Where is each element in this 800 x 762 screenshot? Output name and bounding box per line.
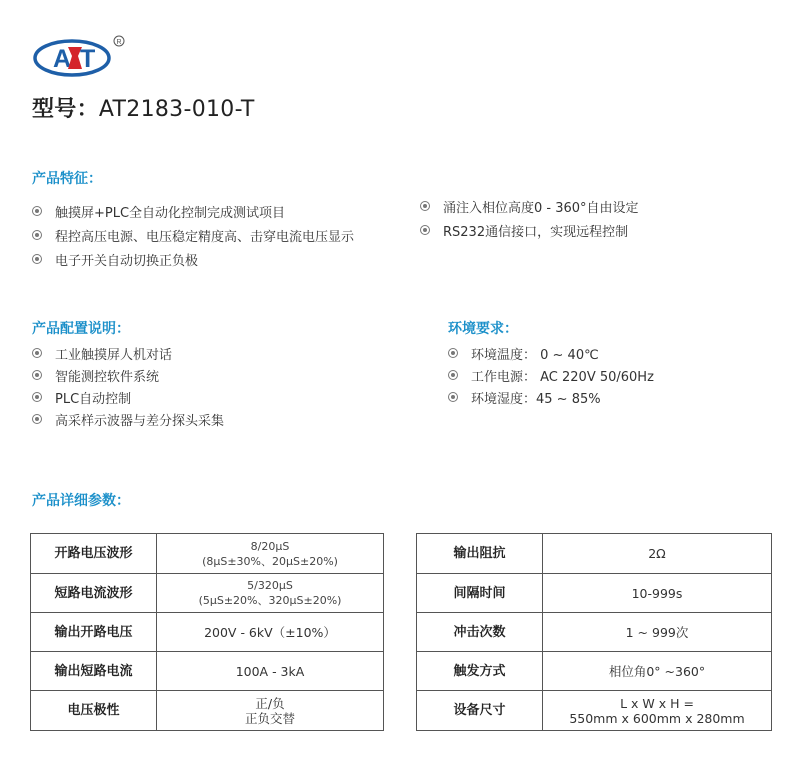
table-row: [31, 534, 384, 574]
param-key: 电压极性: [31, 691, 157, 731]
param-value: 2Ω: [543, 534, 772, 574]
param-value: L x W x H = 550mm x 600mm x 280mm: [543, 691, 772, 731]
param-value: 相位角0° ~360°: [543, 652, 772, 691]
list-item: 工业触摸屏人机对话: [32, 342, 224, 364]
circle-bullet-icon: [448, 370, 458, 380]
params-title: 产品详细参数：: [32, 493, 130, 509]
param-key: 冲击次数: [417, 613, 543, 652]
circle-bullet-icon: [32, 254, 42, 264]
param-key: 输出阻抗: [417, 534, 543, 574]
circle-bullet-icon: [32, 414, 42, 424]
config-title: 产品配置说明：: [32, 321, 130, 337]
env-title: 环境要求：: [448, 321, 518, 337]
param-key: 输出短路电流: [31, 652, 157, 691]
brand-logo: [32, 34, 128, 78]
circle-bullet-icon: [32, 206, 42, 216]
list-item: PLC自动控制: [32, 386, 224, 408]
param-key: 开路电压波形: [31, 534, 157, 574]
config-list: [32, 342, 224, 430]
features-title: 产品特征：: [32, 171, 102, 187]
circle-bullet-icon: [420, 201, 430, 211]
list-item: 电子开关自动切换正负极: [32, 248, 354, 270]
param-key: 短路电流波形: [31, 574, 157, 613]
param-value: 10-999s: [543, 574, 772, 613]
table-row: [31, 691, 384, 731]
table-row: [417, 534, 772, 574]
circle-bullet-icon: [448, 392, 458, 402]
table-row: [31, 613, 384, 652]
param-key: 设备尺寸: [417, 691, 543, 731]
page-title: [32, 92, 255, 123]
param-key: 触发方式: [417, 652, 543, 691]
env-list: [448, 342, 654, 408]
table-row: [417, 574, 772, 613]
param-value: 正/负 正负交替: [157, 691, 384, 731]
circle-bullet-icon: [420, 225, 430, 235]
list-item: 高采样示波器与差分探头采集: [32, 408, 224, 430]
circle-bullet-icon: [32, 230, 42, 240]
params-table-left: [30, 533, 384, 731]
table-row: [417, 613, 772, 652]
circle-bullet-icon: [32, 392, 42, 402]
param-value: 5/320µS (5µS±20%、320µS±20%): [157, 574, 384, 613]
list-item: 环境湿度：45 ~ 85%: [448, 386, 654, 408]
param-value: 100A - 3kA: [157, 652, 384, 691]
param-value: 8/20µS (8µS±30%、20µS±20%): [157, 534, 384, 574]
svg-text:A: A: [53, 45, 72, 73]
circle-bullet-icon: [32, 370, 42, 380]
list-item: 程控高压电源、电压稳定精度高、击穿电流电压显示: [32, 224, 354, 246]
table-row: [417, 691, 772, 731]
table-row: [31, 574, 384, 613]
param-value: 1 ~ 999次: [543, 613, 772, 652]
svg-text:T: T: [80, 45, 96, 73]
features-list-left: [32, 200, 354, 270]
list-item: 涌注入相位高度0 - 360°自由设定: [420, 195, 639, 217]
table-row: [417, 652, 772, 691]
model-value: AT2183-010-T: [98, 97, 255, 122]
param-value: 200V - 6kV（±10%）: [157, 613, 384, 652]
param-key: 间隔时间: [417, 574, 543, 613]
circle-bullet-icon: [448, 348, 458, 358]
list-item: 环境温度： 0 ~ 40℃: [448, 342, 654, 364]
model-label: 型号：: [32, 97, 99, 122]
list-item: 智能测控软件系统: [32, 364, 224, 386]
svg-text:R: R: [116, 39, 122, 46]
param-key: 输出开路电压: [31, 613, 157, 652]
features-list-right: [420, 195, 639, 241]
circle-bullet-icon: [32, 348, 42, 358]
list-item: 触摸屏+PLC全自动化控制完成测试项目: [32, 200, 354, 222]
list-item: RS232通信接口，实现远程控制: [420, 219, 639, 241]
list-item: 工作电源： AC 220V 50/60Hz: [448, 364, 654, 386]
table-row: [31, 652, 384, 691]
params-table-right: [416, 533, 772, 731]
